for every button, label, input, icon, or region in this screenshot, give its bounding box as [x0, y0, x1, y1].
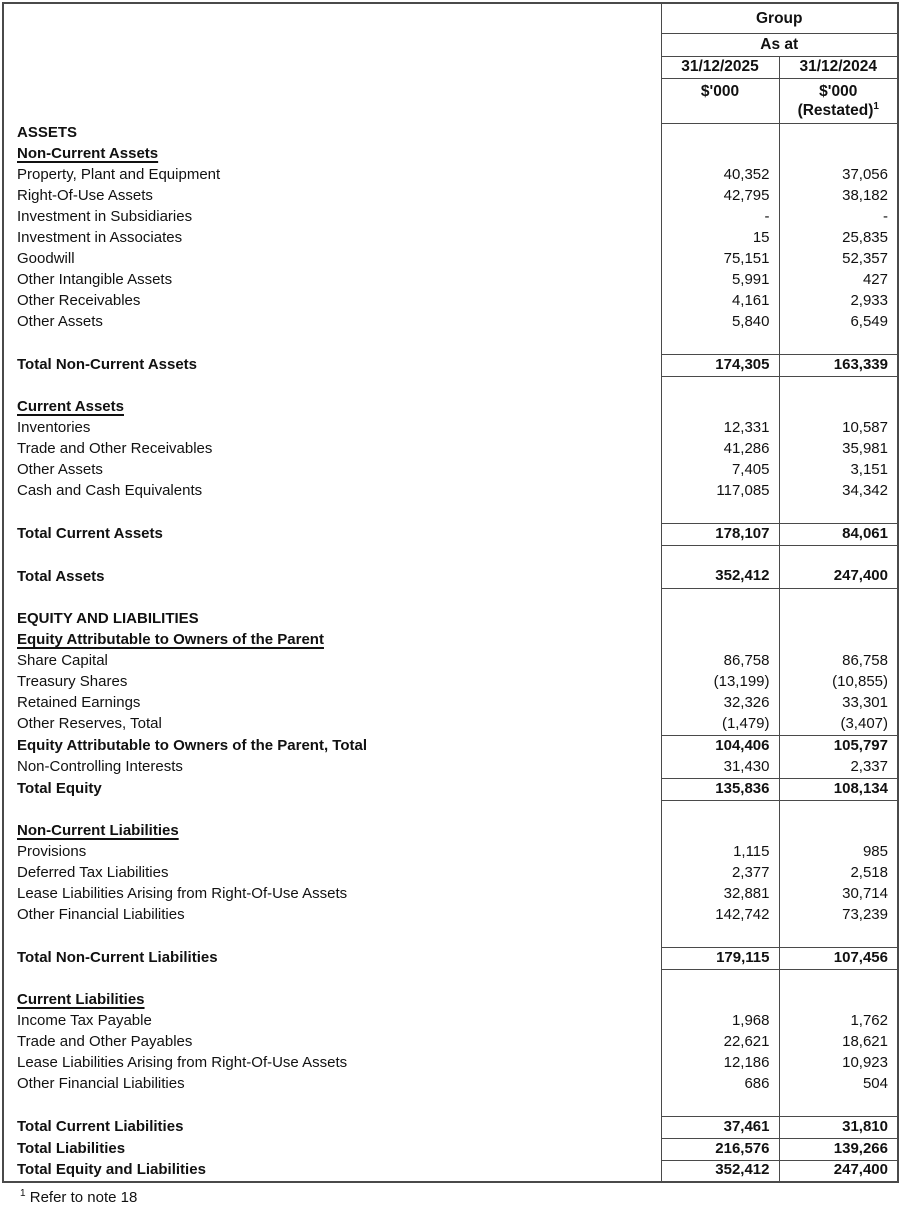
value-2025: 104,406 [661, 735, 779, 757]
header-dates-row [3, 56, 898, 78]
row-label [3, 926, 661, 947]
value-2024: 34,342 [779, 481, 898, 502]
value-2025 [661, 144, 779, 165]
table-row [3, 123, 898, 144]
table-row [3, 312, 898, 333]
row-label: Treasury Shares [17, 673, 128, 691]
value-2025 [661, 123, 779, 144]
row-label: Retained Earnings [17, 694, 141, 712]
row-label: Provisions [17, 843, 87, 861]
value-2024: 139,266 [779, 1138, 898, 1160]
date-header-2025: 31/12/2025 [661, 56, 779, 78]
table-row [3, 1138, 898, 1160]
value-2025: 5,991 [661, 270, 779, 291]
value-2025: 179,115 [661, 947, 779, 969]
group-header: Group [661, 3, 898, 33]
value-2025: 352,412 [661, 566, 779, 588]
header-asat-row [3, 33, 898, 56]
value-2025 [661, 800, 779, 821]
table-row [3, 1032, 898, 1053]
table-row [3, 778, 898, 800]
value-2024: 427 [779, 270, 898, 291]
header-units-row [3, 78, 898, 123]
table-row [3, 630, 898, 651]
value-2024: 10,587 [779, 418, 898, 439]
value-2024: 985 [779, 842, 898, 863]
table-row [3, 249, 898, 270]
value-2024 [779, 588, 898, 609]
row-label: Inventories [17, 419, 91, 437]
row-label: Deferred Tax Liabilities [17, 864, 169, 882]
value-2024 [779, 1095, 898, 1116]
value-2024: 37,056 [779, 165, 898, 186]
value-2024 [779, 990, 898, 1011]
value-2024: 10,923 [779, 1053, 898, 1074]
value-2025: 1,115 [661, 842, 779, 863]
value-2024: 108,134 [779, 778, 898, 800]
header-empty-cell [3, 33, 661, 56]
table-row [3, 884, 898, 905]
table-row [3, 863, 898, 884]
value-2025 [661, 376, 779, 397]
value-2025: - [661, 207, 779, 228]
row-label: Total Equity and Liabilities [17, 1161, 206, 1179]
value-2025 [661, 926, 779, 947]
row-label: Other Receivables [17, 292, 141, 310]
value-2025: 7,405 [661, 460, 779, 481]
row-label: ASSETS [17, 124, 78, 142]
value-2025: 178,107 [661, 523, 779, 545]
value-2025: 117,085 [661, 481, 779, 502]
row-label: Non-Current Liabilities [17, 822, 179, 840]
table-row [3, 439, 898, 460]
row-label: Current Liabilities [17, 991, 145, 1009]
value-2024: 504 [779, 1074, 898, 1095]
row-label: Other Financial Liabilities [17, 1075, 185, 1093]
row-label: Lease Liabilities Arising from Right-Of-Use Assets [17, 1054, 348, 1072]
row-label [3, 1095, 661, 1116]
row-label: Share Capital [17, 652, 108, 670]
row-label: Non-Current Assets [17, 145, 159, 163]
value-2024: 52,357 [779, 249, 898, 270]
row-label [3, 376, 661, 397]
table-row [3, 905, 898, 926]
value-2024 [779, 376, 898, 397]
value-2025: 142,742 [661, 905, 779, 926]
value-2024 [779, 333, 898, 354]
value-2024: 31,810 [779, 1116, 898, 1138]
row-label [3, 333, 661, 354]
row-label: Investment in Associates [17, 229, 183, 247]
spacer-row [3, 969, 898, 990]
value-2025: 2,377 [661, 863, 779, 884]
value-2025: (1,479) [661, 714, 779, 735]
value-2025 [661, 502, 779, 523]
value-2025: 37,461 [661, 1116, 779, 1138]
table-row [3, 821, 898, 842]
financial-statement-page [0, 2, 900, 1204]
restated-footnote-marker: 1 [873, 100, 879, 112]
table-row [3, 186, 898, 207]
table-row [3, 735, 898, 757]
value-2025: 135,836 [661, 778, 779, 800]
table-row [3, 228, 898, 249]
row-label [3, 502, 661, 523]
row-label: Total Non-Current Liabilities [17, 948, 218, 966]
table-row [3, 714, 898, 735]
value-2024: 163,339 [779, 354, 898, 376]
value-2025: 216,576 [661, 1138, 779, 1160]
value-2025: 4,161 [661, 291, 779, 312]
table-row [3, 144, 898, 165]
row-label: Current Assets [17, 398, 124, 416]
value-2025: 686 [661, 1074, 779, 1095]
units-2024-restated: (Restated)$^1$ [797, 100, 879, 120]
row-label [3, 588, 661, 609]
row-label: Total Assets [17, 567, 105, 585]
value-2024 [779, 926, 898, 947]
value-2025 [661, 333, 779, 354]
row-label: Other Financial Liabilities [17, 906, 185, 924]
table-row [3, 397, 898, 418]
row-label [3, 800, 661, 821]
as-at-header: As at [661, 33, 898, 56]
value-2024: (10,855) [779, 672, 898, 693]
value-2024: 247,400 [779, 1160, 898, 1182]
value-2025: 352,412 [661, 1160, 779, 1182]
value-2024: 2,518 [779, 863, 898, 884]
table-row [3, 672, 898, 693]
row-label: Income Tax Payable [17, 1012, 152, 1030]
table-row [3, 1160, 898, 1182]
spacer-row [3, 926, 898, 947]
value-2024 [779, 144, 898, 165]
value-2025: 41,286 [661, 439, 779, 460]
units-2024-line1: $'000 [819, 82, 858, 100]
table-header [3, 3, 898, 123]
table-row [3, 354, 898, 376]
value-2025: (13,199) [661, 672, 779, 693]
row-label: Total Current Assets [17, 524, 163, 542]
row-label: Equity Attributable to Owners of the Parent [17, 631, 324, 649]
row-label: Other Intangible Assets [17, 271, 173, 289]
row-label: Total Current Liabilities [17, 1117, 184, 1135]
table-row [3, 757, 898, 778]
table-row [3, 165, 898, 186]
value-2024 [779, 821, 898, 842]
spacer-row [3, 376, 898, 397]
table-row [3, 1011, 898, 1032]
value-2024: 2,337 [779, 757, 898, 778]
footnote-text: Refer to note 18 [29, 1189, 138, 1206]
units-header-2024 [779, 78, 898, 123]
header-group-row [3, 3, 898, 33]
value-2024 [779, 630, 898, 651]
value-2025 [661, 969, 779, 990]
value-2025: 32,881 [661, 884, 779, 905]
value-2024: 1,762 [779, 1011, 898, 1032]
table-row [3, 990, 898, 1011]
value-2025 [661, 545, 779, 566]
spacer-row [3, 1095, 898, 1116]
spacer-row [3, 333, 898, 354]
table-row [3, 481, 898, 502]
footnote-marker: 1 [20, 1188, 26, 1199]
value-2024: 30,714 [779, 884, 898, 905]
table-row [3, 523, 898, 545]
table-body [3, 123, 898, 1182]
value-2025 [661, 821, 779, 842]
row-label: Property, Plant and Equipment [17, 166, 221, 184]
row-label: Equity Attributable to Owners of the Parent, Total [17, 736, 368, 754]
table-row [3, 1074, 898, 1095]
spacer-row [3, 502, 898, 523]
value-2024 [779, 800, 898, 821]
value-2025: 22,621 [661, 1032, 779, 1053]
table-row [3, 693, 898, 714]
value-2024: 3,151 [779, 460, 898, 481]
value-2025: 31,430 [661, 757, 779, 778]
header-empty-cell [3, 78, 661, 123]
value-2024: 73,239 [779, 905, 898, 926]
row-label: Goodwill [17, 250, 75, 268]
table-row [3, 460, 898, 481]
value-2024 [779, 502, 898, 523]
table-row [3, 207, 898, 228]
value-2024: 107,456 [779, 947, 898, 969]
row-label: Other Assets [17, 461, 103, 479]
spacer-row [3, 545, 898, 566]
row-label: Right-Of-Use Assets [17, 187, 153, 205]
value-2025: 174,305 [661, 354, 779, 376]
row-label: EQUITY AND LIABILITIES [17, 610, 199, 628]
value-2025 [661, 397, 779, 418]
value-2025: 32,326 [661, 693, 779, 714]
value-2025: 40,352 [661, 165, 779, 186]
row-label: Lease Liabilities Arising from Right-Of-Use Assets [17, 885, 348, 903]
row-label: Other Assets [17, 313, 103, 331]
table-row [3, 566, 898, 588]
value-2025 [661, 588, 779, 609]
row-label: Total Non-Current Assets [17, 355, 198, 373]
value-2025 [661, 1095, 779, 1116]
value-2025: 42,795 [661, 186, 779, 207]
spacer-row [3, 588, 898, 609]
value-2024: 84,061 [779, 523, 898, 545]
value-2024 [779, 969, 898, 990]
value-2024: 105,797 [779, 735, 898, 757]
value-2024 [779, 123, 898, 144]
value-2025: 15 [661, 228, 779, 249]
spacer-row [3, 800, 898, 821]
row-label: Total Liabilities [17, 1139, 126, 1157]
value-2024: 35,981 [779, 439, 898, 460]
value-2025: 75,151 [661, 249, 779, 270]
row-label: Total Equity [17, 779, 102, 797]
row-label: Investment in Subsidiaries [17, 208, 193, 226]
value-2024: 38,182 [779, 186, 898, 207]
row-label: Other Reserves, Total [17, 715, 162, 733]
value-2025: 12,186 [661, 1053, 779, 1074]
value-2024 [779, 609, 898, 630]
value-2024: 25,835 [779, 228, 898, 249]
value-2024: 247,400 [779, 566, 898, 588]
table-row [3, 609, 898, 630]
header-empty-cell [3, 56, 661, 78]
table-row [3, 418, 898, 439]
table-row [3, 947, 898, 969]
value-2025: 1,968 [661, 1011, 779, 1032]
date-header-2024: 31/12/2024 [779, 56, 898, 78]
value-2025: 86,758 [661, 651, 779, 672]
table-row [3, 270, 898, 291]
value-2024: (3,407) [779, 714, 898, 735]
table-row [3, 1116, 898, 1138]
value-2025: 5,840 [661, 312, 779, 333]
row-label: Cash and Cash Equivalents [17, 482, 203, 500]
row-label: Non-Controlling Interests [17, 758, 183, 776]
footnote [20, 1188, 900, 1206]
table-row [3, 1053, 898, 1074]
table-row [3, 291, 898, 312]
value-2024: 18,621 [779, 1032, 898, 1053]
value-2025: 12,331 [661, 418, 779, 439]
header-empty-cell [3, 3, 661, 33]
row-label [3, 969, 661, 990]
value-2024 [779, 397, 898, 418]
row-label: Trade and Other Receivables [17, 440, 213, 458]
value-2024: 33,301 [779, 693, 898, 714]
table-row [3, 651, 898, 672]
row-label: Trade and Other Payables [17, 1033, 193, 1051]
value-2024: 6,549 [779, 312, 898, 333]
value-2024: 86,758 [779, 651, 898, 672]
balance-sheet-table [2, 2, 899, 1183]
value-2025 [661, 990, 779, 1011]
units-header-2025: $'000 [661, 78, 779, 123]
table-row [3, 842, 898, 863]
value-2025 [661, 630, 779, 651]
value-2024: - [779, 207, 898, 228]
value-2024: 2,933 [779, 291, 898, 312]
value-2025 [661, 609, 779, 630]
value-2024 [779, 545, 898, 566]
row-label [3, 545, 661, 566]
